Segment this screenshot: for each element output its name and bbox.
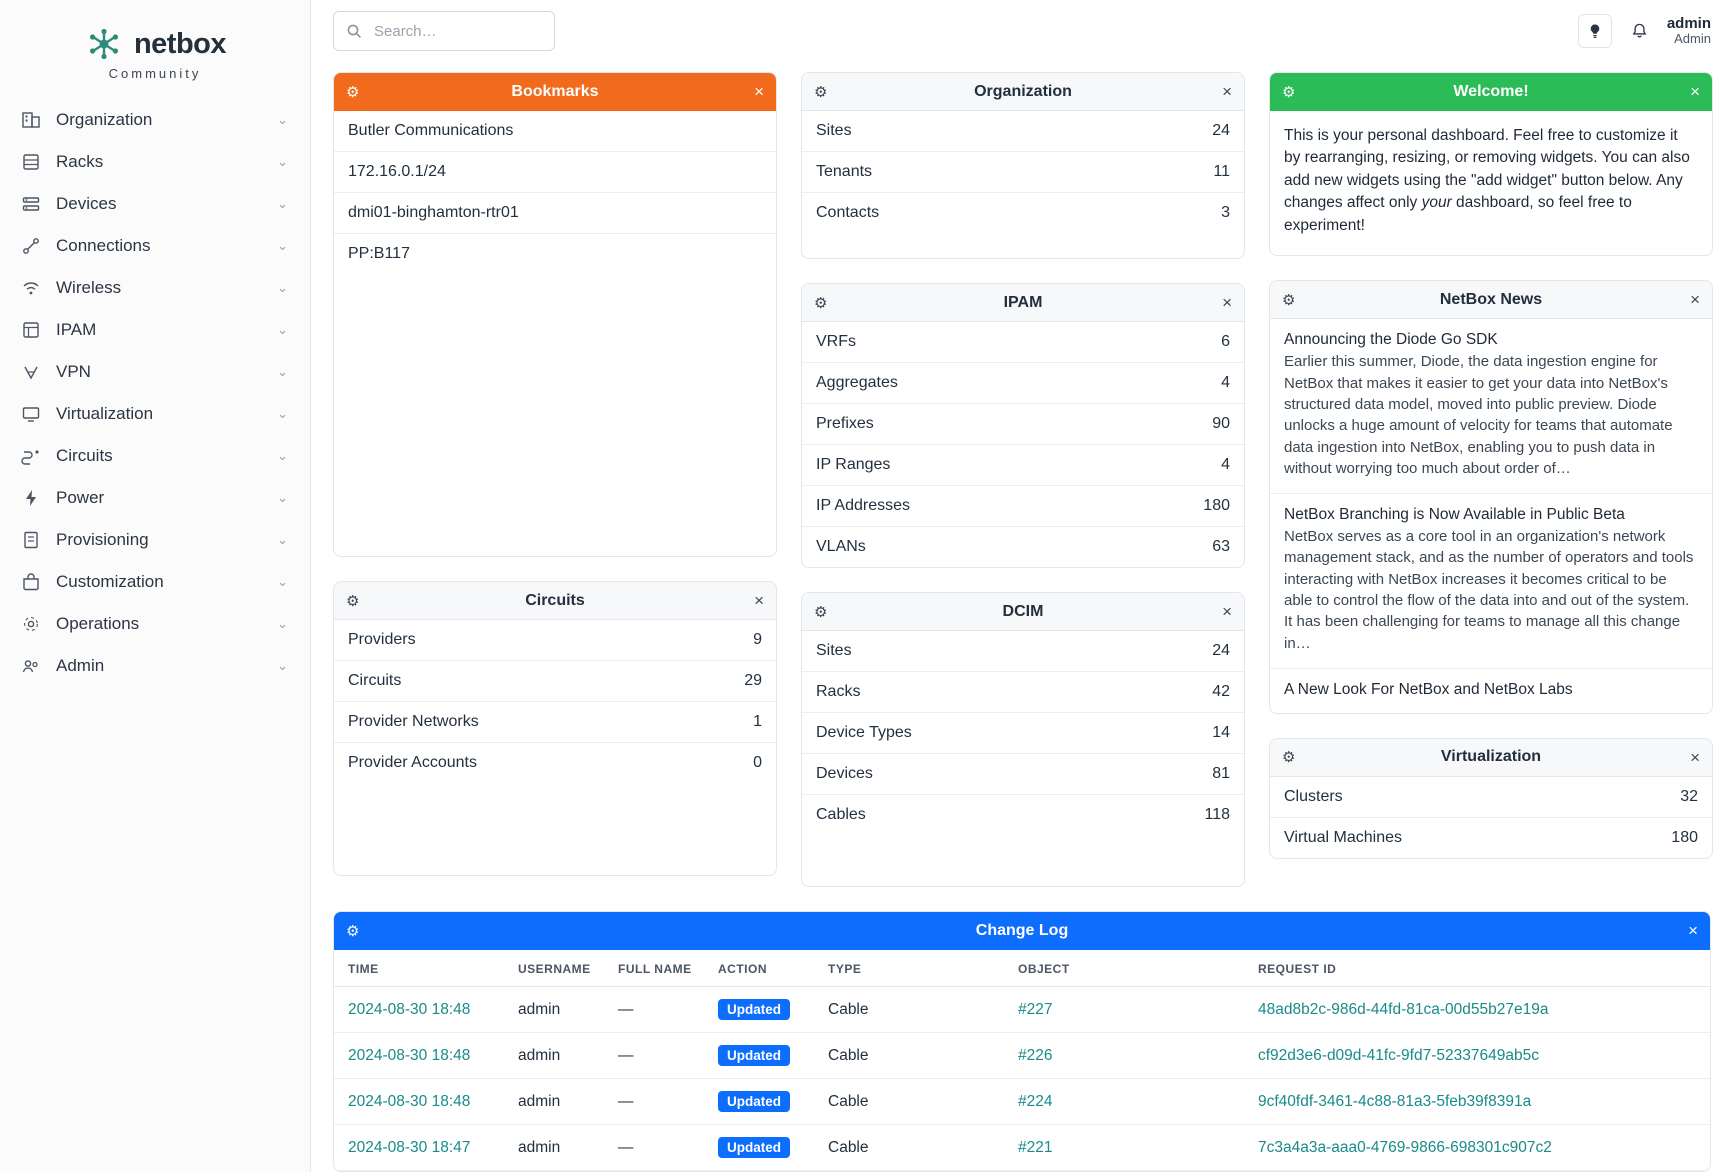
dcim-widget-title: DCIM — [1002, 602, 1044, 620]
row-value: 6 — [1221, 333, 1230, 350]
gear-icon[interactable]: ⚙ — [1282, 83, 1296, 101]
list-item[interactable] — [802, 527, 1244, 567]
circuits-icon — [20, 445, 42, 467]
server-icon — [20, 193, 42, 215]
row-value: 118 — [1204, 806, 1230, 823]
sidebar-item-label: IPAM — [56, 320, 97, 339]
close-icon[interactable]: × — [754, 82, 764, 101]
welcome-widget-body — [1270, 111, 1712, 255]
row-value: 4 — [1221, 374, 1230, 391]
close-icon[interactable]: × — [1690, 747, 1700, 767]
bookmarks-widget — [333, 72, 777, 557]
bell-icon — [1630, 22, 1649, 41]
sidebar-item-label: VPN — [56, 362, 91, 381]
brand-subtitle: Community — [108, 66, 202, 81]
dcim-widget-body — [802, 631, 1244, 886]
chevron-down-icon: ⌄ — [277, 490, 288, 505]
row-value: 42 — [1212, 683, 1230, 700]
row-value: 4 — [1221, 456, 1230, 473]
news-headline: A New Look For NetBox and NetBox Labs — [1284, 680, 1573, 698]
welcome-text-part-1: This is your personal dashboard. Feel free to customize it by rearranging, resizing, or removing widgets. You can also add new widgets using the "add widget" button below. Any changes affect only — [1284, 127, 1690, 212]
circuits-widget-header — [334, 582, 776, 620]
sidebar-item-racks[interactable] — [0, 141, 310, 183]
changelog-table-head — [334, 950, 1710, 987]
list-item[interactable] — [334, 620, 776, 661]
user-menu[interactable] — [1667, 15, 1711, 47]
organization-widget — [801, 72, 1245, 259]
row-label: Aggregates — [816, 374, 898, 391]
table-row[interactable] — [334, 1125, 1710, 1171]
list-item[interactable] — [334, 234, 776, 274]
lightbulb-icon — [1587, 23, 1603, 39]
table-header-row — [334, 950, 1710, 987]
gear-icon[interactable]: ⚙ — [346, 592, 360, 610]
list-item[interactable] — [334, 193, 776, 234]
dashboard-column-2 — [801, 72, 1245, 887]
organization-widget-title: Organization — [974, 82, 1072, 100]
list-item[interactable] — [334, 152, 776, 193]
changelog-request-id[interactable]: 7c3a4a3a-aaa0-4769-9866-698301c907c2 — [1258, 1138, 1552, 1156]
row-label: IP Addresses — [816, 497, 910, 514]
chevron-down-icon: ⌄ — [277, 280, 288, 295]
gear-icon[interactable]: ⚙ — [1282, 749, 1296, 767]
sidebar-item-label: Customization — [56, 572, 164, 591]
sidebar-item-label: Organization — [56, 110, 153, 129]
list-item[interactable] — [802, 713, 1244, 754]
virtualization-widget-header — [1270, 739, 1712, 777]
row-label: IP Ranges — [816, 456, 891, 473]
close-icon[interactable]: × — [1688, 921, 1698, 940]
sidebar — [0, 0, 311, 1172]
chevron-down-icon: ⌄ — [277, 448, 288, 463]
virtualization-widget — [1269, 738, 1713, 859]
sidebar-item-label: Connections — [56, 236, 151, 255]
changelog-object-link[interactable]: #226 — [1018, 1046, 1053, 1064]
bookmark-label: Butler Communications — [348, 122, 514, 139]
ipam-widget-body — [802, 322, 1244, 567]
bookmarks-widget-body — [334, 111, 776, 556]
sidebar-item-vpn[interactable] — [0, 351, 310, 393]
row-value: 14 — [1212, 724, 1230, 741]
operations-icon — [20, 613, 42, 635]
sidebar-item-label: Admin — [56, 656, 105, 675]
search-icon — [346, 23, 362, 39]
changelog-request-id[interactable]: 9cf40fdf-3461-4c88-81a3-5feb39f8391a — [1258, 1092, 1532, 1110]
news-headline: Announcing the Diode Go SDK — [1284, 331, 1498, 349]
row-label: Cables — [816, 806, 866, 823]
circuits-widget-title: Circuits — [525, 591, 585, 609]
sidebar-item-label: Virtualization — [56, 404, 154, 423]
brand-logo[interactable] — [0, 10, 310, 99]
monitor-icon — [20, 403, 42, 425]
sidebar-item-label: Operations — [56, 614, 140, 633]
chevron-down-icon: ⌄ — [277, 154, 288, 169]
row-label: Provider Accounts — [348, 754, 477, 771]
row-value: 81 — [1212, 765, 1230, 782]
table-row[interactable] — [334, 1033, 1710, 1079]
brand-name: netbox — [133, 27, 227, 60]
sidebar-item-provisioning[interactable] — [0, 519, 310, 561]
changelog-section — [311, 887, 1733, 1172]
ipam-widget-title: IPAM — [1003, 293, 1043, 311]
dashboard-column-3 — [1269, 72, 1713, 859]
changelog-widget — [333, 911, 1711, 1172]
user-role: Admin — [1674, 31, 1711, 47]
netbox-logo-icon — [84, 24, 124, 64]
row-label: VLANs — [816, 538, 866, 555]
row-value: 1 — [753, 713, 762, 730]
column-header-username[interactable]: USERNAME — [504, 950, 604, 987]
changelog-request-id[interactable]: 48ad8b2c-986d-44fd-81ca-00d55b27e19a — [1258, 1000, 1549, 1018]
changelog-time[interactable]: 2024-08-30 18:47 — [348, 1138, 471, 1156]
notifications-button[interactable] — [1630, 22, 1649, 41]
sidebar-item-label: Provisioning — [56, 530, 149, 549]
row-label: Sites — [816, 122, 852, 139]
close-icon[interactable]: × — [1690, 82, 1700, 101]
row-value: 29 — [744, 672, 762, 689]
row-value: 24 — [1212, 642, 1230, 659]
row-value: 9 — [753, 631, 762, 648]
column-header-time[interactable]: TIME — [334, 950, 504, 987]
sidebar-item-customization[interactable] — [0, 561, 310, 603]
circuits-widget — [333, 581, 777, 876]
top-bar — [311, 0, 1733, 62]
sidebar-item-virtualization[interactable] — [0, 393, 310, 435]
chevron-down-icon: ⌄ — [277, 322, 288, 337]
sidebar-item-ipam[interactable] — [0, 309, 310, 351]
sidebar-item-label: Racks — [56, 152, 104, 171]
row-label: Virtual Machines — [1284, 828, 1402, 846]
changelog-widget-header — [334, 912, 1710, 950]
chevron-down-icon: ⌄ — [277, 406, 288, 421]
dashboard-column-1 — [333, 72, 777, 876]
changelog-table — [334, 950, 1710, 1171]
column-header-type[interactable]: TYPE — [814, 950, 1004, 987]
row-label: Device Types — [816, 724, 912, 741]
list-item[interactable] — [1270, 818, 1712, 858]
chevron-down-icon: ⌄ — [277, 574, 288, 589]
dcim-widget-header — [802, 593, 1244, 631]
column-header-action[interactable]: ACTION — [704, 950, 814, 987]
chevron-down-icon: ⌄ — [277, 532, 288, 547]
main-content — [311, 0, 1733, 1172]
sidebar-item-wireless[interactable] — [0, 267, 310, 309]
close-icon[interactable]: × — [1222, 602, 1232, 621]
welcome-widget — [1269, 72, 1713, 256]
row-label: Clusters — [1284, 787, 1343, 805]
bookmarks-widget-title: Bookmarks — [511, 82, 599, 100]
sidebar-item-label: Circuits — [56, 446, 113, 465]
list-item[interactable] — [802, 322, 1244, 363]
row-label: Contacts — [816, 204, 880, 221]
close-icon[interactable]: × — [1222, 293, 1232, 312]
welcome-widget-title: Welcome! — [1453, 82, 1529, 100]
welcome-text-part-2: dashboard, so feel free to experiment! — [1284, 194, 1632, 234]
row-label: VRFs — [816, 333, 856, 350]
provisioning-icon — [20, 529, 42, 551]
row-label: Tenants — [816, 163, 873, 180]
connection-icon — [20, 235, 42, 257]
gear-icon[interactable]: ⚙ — [814, 83, 828, 101]
status-badge: Updated — [718, 1091, 790, 1112]
column-header-request-id[interactable]: REQUEST ID — [1244, 950, 1710, 987]
status-badge: Updated — [718, 999, 790, 1020]
news-headline: NetBox Branching is Now Available in Public Beta — [1284, 506, 1625, 524]
virtualization-widget-title: Virtualization — [1440, 748, 1542, 766]
news-body: NetBox serves as a core tool in an organization's network management stack, and as the number of operators and tools interacting with NetBox increases it becomes critical to be able to control the flow of the data into and out of the system. It has been challenging for teams to manage all this change in… — [1284, 528, 1694, 652]
vpn-icon — [20, 361, 42, 383]
sidebar-item-admin[interactable] — [0, 645, 310, 687]
top-bar-actions — [1578, 14, 1711, 48]
table-row[interactable] — [334, 987, 1710, 1033]
close-icon[interactable]: × — [1222, 82, 1232, 101]
changelog-type: Cable — [814, 1079, 1004, 1125]
list-item[interactable] — [1270, 319, 1712, 494]
changelog-time[interactable]: 2024-08-30 18:48 — [348, 1092, 471, 1110]
row-label: Racks — [816, 683, 861, 700]
list-item[interactable] — [802, 152, 1244, 193]
column-header-full-name[interactable]: FULL NAME — [604, 950, 704, 987]
row-value: 180 — [1671, 828, 1698, 846]
row-value: 0 — [753, 754, 762, 771]
netbox-news-widget-title: NetBox News — [1439, 290, 1543, 308]
list-item[interactable] — [802, 631, 1244, 672]
gear-icon[interactable]: ⚙ — [814, 603, 828, 621]
changelog-full-name: — — [604, 1079, 704, 1125]
changelog-full-name: — — [604, 987, 704, 1033]
row-label: Provider Networks — [348, 713, 479, 730]
ipam-widget-header — [802, 284, 1244, 322]
list-item[interactable] — [334, 661, 776, 702]
list-item[interactable] — [1270, 777, 1712, 818]
changelog-full-name: — — [604, 1125, 704, 1171]
sidebar-item-devices[interactable] — [0, 183, 310, 225]
chevron-down-icon: ⌄ — [277, 112, 288, 127]
chevron-down-icon: ⌄ — [277, 658, 288, 673]
row-label: Devices — [816, 765, 873, 782]
status-badge: Updated — [718, 1137, 790, 1158]
sidebar-item-circuits[interactable] — [0, 435, 310, 477]
list-item[interactable] — [1270, 494, 1712, 669]
row-label: Providers — [348, 631, 416, 648]
changelog-username: admin — [504, 1033, 604, 1079]
list-item[interactable] — [334, 743, 776, 783]
changelog-request-id[interactable]: cf92d3e6-d09d-41fc-9fd7-52337649ab5c — [1258, 1046, 1539, 1064]
row-value: 24 — [1212, 122, 1230, 139]
list-item[interactable] — [334, 702, 776, 743]
table-row[interactable] — [334, 1079, 1710, 1125]
row-value: 90 — [1212, 415, 1230, 432]
bookmark-label: 172.16.0.1/24 — [348, 163, 446, 180]
list-item[interactable] — [802, 672, 1244, 713]
brand-row — [84, 24, 226, 64]
sidebar-item-operations[interactable] — [0, 603, 310, 645]
gear-icon[interactable]: ⚙ — [1282, 291, 1296, 309]
row-value: 63 — [1212, 538, 1230, 555]
sidebar-item-connections[interactable] — [0, 225, 310, 267]
changelog-type: Cable — [814, 987, 1004, 1033]
changelog-widget-title: Change Log — [975, 921, 1069, 939]
admin-icon — [20, 655, 42, 677]
ipam-icon — [20, 319, 42, 341]
organization-widget-body — [802, 111, 1244, 258]
changelog-object-link[interactable]: #227 — [1018, 1000, 1053, 1018]
dcim-widget — [801, 592, 1245, 887]
list-item[interactable] — [802, 486, 1244, 527]
customization-icon — [20, 571, 42, 593]
virtualization-widget-body — [1270, 777, 1712, 858]
changelog-username: admin — [504, 1125, 604, 1171]
changelog-time[interactable]: 2024-08-30 18:48 — [348, 1000, 471, 1018]
gear-icon[interactable]: ⚙ — [346, 83, 360, 101]
wifi-icon — [20, 277, 42, 299]
netbox-news-widget-body — [1270, 319, 1712, 713]
changelog-object-link[interactable]: #221 — [1018, 1138, 1053, 1156]
list-item[interactable] — [1270, 669, 1712, 713]
changelog-username: admin — [504, 987, 604, 1033]
changelog-time[interactable]: 2024-08-30 18:48 — [348, 1046, 471, 1064]
chevron-down-icon: ⌄ — [277, 364, 288, 379]
bookmark-label: dmi01-binghamton-rtr01 — [348, 204, 519, 221]
theme-toggle-button[interactable] — [1578, 14, 1612, 48]
user-name: admin — [1666, 14, 1711, 32]
column-header-object[interactable]: OBJECT — [1004, 950, 1244, 987]
status-badge: Updated — [718, 1045, 790, 1066]
changelog-type: Cable — [814, 1125, 1004, 1171]
changelog-full-name: — — [604, 1033, 704, 1079]
changelog-username: admin — [504, 1079, 604, 1125]
gear-icon[interactable]: ⚙ — [814, 294, 828, 312]
list-item[interactable] — [802, 363, 1244, 404]
list-item[interactable] — [802, 754, 1244, 795]
sidebar-item-organization[interactable] — [0, 99, 310, 141]
list-item[interactable] — [802, 404, 1244, 445]
chevron-down-icon: ⌄ — [277, 238, 288, 253]
changelog-type: Cable — [814, 1033, 1004, 1079]
power-icon — [20, 487, 42, 509]
sidebar-item-label: Wireless — [56, 278, 122, 297]
changelog-object-link[interactable]: #224 — [1018, 1092, 1053, 1110]
row-label: Prefixes — [816, 415, 874, 432]
chevron-down-icon: ⌄ — [277, 616, 288, 631]
row-value: 3 — [1221, 204, 1230, 221]
list-item[interactable] — [802, 193, 1244, 233]
list-item[interactable] — [802, 795, 1244, 835]
gear-icon[interactable]: ⚙ — [346, 922, 360, 940]
changelog-table-body — [334, 987, 1710, 1171]
sidebar-item-power[interactable] — [0, 477, 310, 519]
welcome-widget-header — [1270, 73, 1712, 111]
chevron-down-icon: ⌄ — [277, 196, 288, 211]
ipam-widget — [801, 283, 1245, 568]
news-body: Earlier this summer, Diode, the data ingestion engine for NetBox that makes it easier to get your data into NetBox's structured data model, moved into public preview. Diode unlocks a huge amount of velocity for teams that automate data ingestion into NetBox, enabling you to push data in without worrying too much about order of… — [1284, 353, 1673, 477]
building-icon — [20, 109, 42, 131]
search-input[interactable] — [372, 22, 542, 41]
list-item[interactable] — [802, 111, 1244, 152]
rack-icon — [20, 151, 42, 173]
search-box[interactable] — [333, 11, 555, 51]
row-label: Sites — [816, 642, 852, 659]
row-value: 32 — [1680, 787, 1698, 805]
sidebar-item-label: Devices — [56, 194, 117, 213]
list-item[interactable] — [334, 111, 776, 152]
bookmarks-widget-header — [334, 73, 776, 111]
row-value: 180 — [1203, 497, 1230, 514]
bookmark-label: PP:B117 — [348, 245, 410, 262]
welcome-text-emphasis: your — [1421, 194, 1452, 212]
row-label: Circuits — [348, 672, 402, 689]
close-icon[interactable]: × — [1690, 290, 1700, 310]
dashboard-grid — [311, 62, 1733, 887]
organization-widget-header — [802, 73, 1244, 111]
close-icon[interactable]: × — [754, 591, 764, 610]
list-item[interactable] — [802, 445, 1244, 486]
circuits-widget-body — [334, 620, 776, 875]
netbox-news-widget — [1269, 280, 1713, 714]
sidebar-item-label: Power — [56, 488, 105, 507]
netbox-news-widget-header — [1270, 281, 1712, 319]
row-value: 11 — [1213, 163, 1230, 180]
